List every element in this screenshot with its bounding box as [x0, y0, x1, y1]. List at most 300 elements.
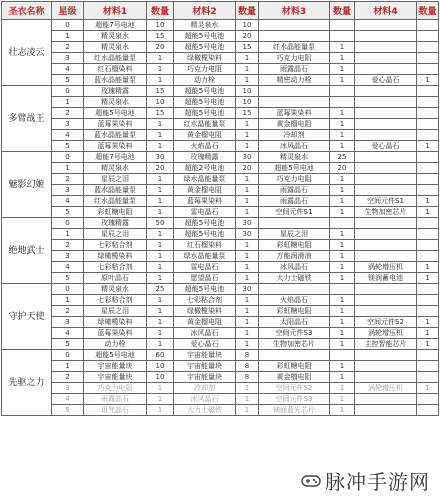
material-quantity: 10: [236, 97, 259, 108]
material-quantity: 1: [236, 240, 259, 251]
material-quantity: 1: [417, 196, 439, 207]
table-row: [2, 372, 439, 383]
material-name: 星辰之泪: [259, 229, 330, 240]
material-name: 愿望晶石: [174, 273, 236, 284]
material-quantity: 1: [330, 174, 355, 185]
material-name: 蓝水晶能量泵: [84, 75, 147, 86]
watermark: [297, 465, 434, 496]
material-quantity: 15: [236, 108, 259, 119]
material-name: 雷电晶石: [174, 207, 236, 218]
material-name: 玫瑰精露: [84, 218, 147, 229]
material-quantity: 1: [236, 339, 259, 350]
material-name: 红水晶能量泵: [84, 196, 147, 207]
material-name: 空间元件S1: [355, 196, 417, 207]
material-quantity: [417, 64, 439, 75]
material-name: 生物加密芯片: [259, 339, 330, 350]
material-quantity: 60: [147, 350, 174, 361]
material-quantity: 1: [147, 185, 174, 196]
material-quantity: 1: [147, 339, 174, 350]
material-quantity: 1: [147, 394, 174, 405]
material-quantity: 20: [236, 31, 259, 42]
material-name: 冰风晶石: [174, 328, 236, 339]
material-name: 雨露晶石: [259, 64, 330, 75]
material-quantity: 30: [236, 229, 259, 240]
costume-name: 壮志凌云: [2, 20, 52, 86]
material-name: 雨露晶石: [259, 185, 330, 196]
material-quantity: 1: [330, 207, 355, 218]
material-name: [355, 42, 417, 53]
material-name: 超能5号电池: [174, 31, 236, 42]
material-quantity: [417, 42, 439, 53]
material-name: 动力栓: [84, 339, 147, 350]
material-name: 红水晶能量泵: [84, 53, 147, 64]
material-quantity: 1: [330, 262, 355, 273]
material-quantity: [417, 218, 439, 229]
material-quantity: 8: [236, 350, 259, 361]
material-name: [355, 229, 417, 240]
material-name: 主控智能芯片: [355, 339, 417, 350]
material-quantity: 30: [147, 152, 174, 163]
material-name: 超能5号电池: [174, 42, 236, 53]
material-quantity: 1: [236, 306, 259, 317]
material-quantity: 1: [417, 328, 439, 339]
material-name: 超能5号电池: [174, 108, 236, 119]
star-level: 2: [52, 174, 84, 185]
material-name: [355, 240, 417, 251]
material-quantity: 1: [147, 251, 174, 262]
material-quantity: 1: [330, 405, 355, 416]
material-quantity: [417, 229, 439, 240]
material-quantity: 30: [236, 152, 259, 163]
column-header: 星级: [52, 2, 84, 20]
costume-name: 多臂战王: [2, 86, 52, 152]
material-quantity: 1: [236, 262, 259, 273]
material-quantity: [417, 295, 439, 306]
material-quantity: [330, 86, 355, 97]
table-row: [2, 328, 439, 339]
material-name: [355, 64, 417, 75]
table-row: [2, 317, 439, 328]
material-quantity: [417, 405, 439, 416]
star-level: 3: [52, 251, 84, 262]
material-name: 精灵泉水: [84, 42, 147, 53]
material-name: 空间元件S3: [259, 394, 330, 405]
material-name: 火焰晶石: [174, 141, 236, 152]
material-quantity: 1: [147, 295, 174, 306]
table-row: [2, 262, 439, 273]
material-name: 蓝莓果染料: [259, 108, 330, 119]
material-name: [355, 119, 417, 130]
table-row: [2, 240, 439, 251]
material-quantity: 1: [330, 130, 355, 141]
material-name: [259, 97, 330, 108]
material-name: 诅咒晶石: [84, 405, 147, 416]
material-quantity: 1: [236, 53, 259, 64]
table-row: [2, 119, 439, 130]
star-level: 5: [52, 273, 84, 284]
material-quantity: [417, 174, 439, 185]
material-quantity: [417, 163, 439, 174]
material-quantity: [330, 218, 355, 229]
material-name: 巧克力电阻: [84, 383, 147, 394]
material-quantity: 10: [147, 20, 174, 31]
watermark-text: 脉冲手游网: [325, 470, 430, 494]
star-level: 0: [52, 218, 84, 229]
material-name: [355, 405, 417, 416]
material-quantity: [330, 284, 355, 295]
material-quantity: 1: [330, 328, 355, 339]
material-quantity: 1: [147, 196, 174, 207]
costume-name: 绝地武士: [2, 218, 52, 284]
material-quantity: 1: [330, 240, 355, 251]
material-quantity: 1: [236, 251, 259, 262]
material-name: [259, 218, 330, 229]
header-row: [2, 2, 439, 20]
star-level: 5: [52, 339, 84, 350]
star-level: 1: [52, 31, 84, 42]
material-quantity: 30: [236, 284, 259, 295]
material-name: [259, 350, 330, 361]
star-level: 4: [52, 130, 84, 141]
table-row: [2, 405, 439, 416]
table-row: [2, 141, 439, 152]
material-quantity: 1: [147, 405, 174, 416]
material-quantity: 1: [147, 130, 174, 141]
material-quantity: 1: [330, 372, 355, 383]
material-quantity: 1: [147, 53, 174, 64]
material-name: 镁润蓄电池: [355, 273, 417, 284]
material-quantity: 1: [236, 328, 259, 339]
material-name: 彩虹糖电阻: [84, 207, 147, 218]
material-name: 太阳晶石: [259, 317, 330, 328]
material-name: 爱心晶石: [174, 339, 236, 350]
material-name: 雨露晶石: [84, 394, 147, 405]
material-quantity: 50: [147, 218, 174, 229]
material-name: 冷却剂: [259, 130, 330, 141]
star-level: 2: [52, 108, 84, 119]
material-name: 蓝莓果染料: [84, 328, 147, 339]
material-name: 七彩粘合剂: [174, 295, 236, 306]
material-name: [355, 251, 417, 262]
table-row: [2, 306, 439, 317]
material-name: [355, 350, 417, 361]
material-quantity: [417, 86, 439, 97]
material-name: 爱心晶石: [355, 75, 417, 86]
material-name: 超能5号电池: [174, 218, 236, 229]
material-quantity: 1: [236, 394, 259, 405]
table-row: [2, 75, 439, 86]
material-quantity: [330, 97, 355, 108]
material-quantity: 1: [330, 273, 355, 284]
table-row: [2, 394, 439, 405]
material-name: 红水晶能量泵: [174, 119, 236, 130]
material-name: 超能5号电池: [174, 97, 236, 108]
material-name: 超能5号电池: [84, 108, 147, 119]
material-quantity: 1: [236, 185, 259, 196]
material-name: 超能5号电池: [259, 163, 330, 174]
material-quantity: 1: [330, 394, 355, 405]
column-header: 圣衣名称: [2, 2, 52, 20]
material-name: 生物加密芯片: [355, 207, 417, 218]
material-quantity: 25: [330, 152, 355, 163]
material-name: 蓝莓果染料: [84, 141, 147, 152]
star-level: 1: [52, 97, 84, 108]
material-name: 巧克力电阻: [259, 174, 330, 185]
material-quantity: 1: [330, 42, 355, 53]
materials-table: [1, 1, 439, 416]
material-quantity: 1: [330, 75, 355, 86]
table-row: [2, 383, 439, 394]
material-quantity: [417, 284, 439, 295]
material-quantity: 1: [147, 229, 174, 240]
table-body: [2, 20, 439, 416]
material-quantity: 1: [147, 119, 174, 130]
material-name: 宇宙能量块: [174, 361, 236, 372]
column-header: 材料3: [259, 2, 330, 20]
material-quantity: 1: [417, 273, 439, 284]
material-quantity: 1: [147, 174, 174, 185]
material-name: 蓝水晶能量泵: [84, 185, 147, 196]
material-name: 宇宙能量块: [174, 372, 236, 383]
star-level: 5: [52, 207, 84, 218]
material-name: 空间元件S2: [355, 317, 417, 328]
material-name: 七彩粘合剂: [84, 295, 147, 306]
material-quantity: [417, 130, 439, 141]
material-name: 玫瑰精露: [174, 152, 236, 163]
star-level: 3: [52, 317, 84, 328]
material-name: 涡轮增压机: [355, 262, 417, 273]
material-quantity: [417, 53, 439, 64]
material-name: 雨露晶石: [259, 196, 330, 207]
material-quantity: 15: [147, 31, 174, 42]
material-name: [355, 31, 417, 42]
material-quantity: [417, 372, 439, 383]
material-name: 蓝水晶能量泵: [84, 130, 147, 141]
column-header: 材料4: [355, 2, 417, 20]
table-row: [2, 229, 439, 240]
material-name: 冰风晶石: [259, 262, 330, 273]
material-name: 彩虹糖电阻: [259, 240, 330, 251]
material-name: 蓝莓果染料: [174, 196, 236, 207]
material-quantity: 1: [417, 262, 439, 273]
material-name: 绿橄榄染料: [174, 53, 236, 64]
material-name: 动力栓: [174, 75, 236, 86]
star-level: 3: [52, 53, 84, 64]
material-quantity: 1: [236, 317, 259, 328]
star-level: 1: [52, 295, 84, 306]
material-quantity: 10: [147, 361, 174, 372]
star-level: 1: [52, 163, 84, 174]
material-quantity: 1: [236, 174, 259, 185]
material-quantity: 1: [236, 64, 259, 75]
material-name: 火焰晶石: [259, 295, 330, 306]
table-row: [2, 163, 439, 174]
table-row: [2, 130, 439, 141]
material-quantity: 1: [330, 229, 355, 240]
material-name: 冰风晶石: [174, 394, 236, 405]
star-level: 2: [52, 372, 84, 383]
material-quantity: 1: [236, 295, 259, 306]
star-level: 0: [52, 350, 84, 361]
star-level: 5: [52, 75, 84, 86]
material-name: 超能5号电池: [174, 284, 236, 295]
material-name: [355, 394, 417, 405]
material-quantity: 1: [330, 185, 355, 196]
material-name: 精灵泉水: [174, 20, 236, 31]
material-quantity: 1: [330, 295, 355, 306]
material-name: 超能5号电池: [174, 86, 236, 97]
material-quantity: 1: [236, 141, 259, 152]
table-row: [2, 339, 439, 350]
material-name: 超能2号电池: [174, 163, 236, 174]
material-quantity: [417, 152, 439, 163]
material-name: 宇宙能量块: [84, 372, 147, 383]
material-name: 黄金榴电阻: [259, 372, 330, 383]
material-name: [355, 152, 417, 163]
material-quantity: 1: [417, 383, 439, 394]
material-quantity: 1: [417, 207, 439, 218]
column-header: 材料2: [174, 2, 236, 20]
material-name: [355, 361, 417, 372]
material-quantity: [417, 185, 439, 196]
material-quantity: 10: [236, 20, 259, 31]
costume-name: 魅影幻姬: [2, 152, 52, 218]
table-row: [2, 251, 439, 262]
table-row: [2, 185, 439, 196]
material-quantity: [330, 31, 355, 42]
material-quantity: 10: [147, 372, 174, 383]
material-name: 绿橄榄染料: [84, 317, 147, 328]
table-row: [2, 207, 439, 218]
material-name: [355, 53, 417, 64]
material-quantity: 1: [147, 317, 174, 328]
material-name: [355, 174, 417, 185]
material-quantity: 30: [236, 218, 259, 229]
material-name: 红水晶能量泵: [259, 42, 330, 53]
material-name: 空间元件S2: [259, 383, 330, 394]
material-name: 红石榴染料: [84, 64, 147, 75]
material-name: 精灵泉水: [84, 97, 147, 108]
table-row: [2, 361, 439, 372]
table-row: [2, 108, 439, 119]
costume-name: 先驱之力: [2, 350, 52, 416]
material-quantity: [330, 350, 355, 361]
table-row: [2, 350, 439, 361]
material-quantity: 1: [147, 75, 174, 86]
material-name: 精灵泉水: [84, 163, 147, 174]
material-name: 原叶晶石: [84, 273, 147, 284]
material-quantity: 1: [147, 262, 174, 273]
material-quantity: 1: [417, 75, 439, 86]
material-quantity: 10: [147, 97, 174, 108]
material-name: 超能5号电池: [174, 229, 236, 240]
material-quantity: 20: [330, 163, 355, 174]
material-name: [355, 372, 417, 383]
material-name: 巧克力电阻: [259, 53, 330, 64]
table-row: [2, 152, 439, 163]
material-name: 黄金榴电阻: [259, 119, 330, 130]
costume-name: 守护天使: [2, 284, 52, 350]
table-row: [2, 31, 439, 42]
column-header: 材料1: [84, 2, 147, 20]
material-quantity: [417, 108, 439, 119]
material-name: 黄金榴电阻: [174, 130, 236, 141]
material-name: 超能7号电池: [84, 20, 147, 31]
table-row: [2, 295, 439, 306]
material-name: [355, 86, 417, 97]
material-quantity: 15: [147, 86, 174, 97]
material-quantity: 1: [236, 273, 259, 284]
star-level: 0: [52, 284, 84, 295]
material-quantity: 1: [147, 240, 174, 251]
material-name: 万能润滑油: [259, 251, 330, 262]
material-quantity: 1: [330, 64, 355, 75]
material-name: 精密动力栓: [259, 75, 330, 86]
material-quantity: [417, 306, 439, 317]
material-name: [355, 185, 417, 196]
material-quantity: 1: [147, 207, 174, 218]
star-level: 3: [52, 119, 84, 130]
material-quantity: [417, 119, 439, 130]
material-quantity: 1: [147, 328, 174, 339]
material-quantity: 20: [236, 163, 259, 174]
material-quantity: 8: [236, 372, 259, 383]
material-quantity: 20: [147, 163, 174, 174]
star-level: 4: [52, 196, 84, 207]
material-quantity: [417, 251, 439, 262]
material-name: 精灵泉水: [84, 31, 147, 42]
material-quantity: 1: [330, 306, 355, 317]
material-quantity: 15: [236, 42, 259, 53]
material-name: 大力士磁铁: [259, 273, 330, 284]
table-row: [2, 20, 439, 31]
material-quantity: 25: [147, 284, 174, 295]
material-quantity: [417, 97, 439, 108]
star-level: 4: [52, 64, 84, 75]
column-header: 数量: [417, 2, 439, 20]
material-name: 涡轮增压机: [355, 383, 417, 394]
material-name: [355, 306, 417, 317]
material-name: [259, 86, 330, 97]
material-name: 绿水晶能量泵: [174, 251, 236, 262]
material-name: [355, 163, 417, 174]
material-quantity: 1: [330, 53, 355, 64]
material-name: [355, 295, 417, 306]
material-quantity: 10: [236, 86, 259, 97]
material-quantity: [417, 20, 439, 31]
material-name: 黄金榴电阻: [174, 185, 236, 196]
material-name: 爱心晶石: [355, 141, 417, 152]
material-quantity: [417, 240, 439, 251]
star-level: 1: [52, 229, 84, 240]
table-row: [2, 42, 439, 53]
material-quantity: 1: [330, 361, 355, 372]
material-quantity: [417, 394, 439, 405]
material-name: 七彩粘合剂: [84, 240, 147, 251]
game-controller-logo-icon: [301, 471, 321, 491]
material-quantity: 1: [330, 108, 355, 119]
star-level: 0: [52, 20, 84, 31]
star-level: 4: [52, 328, 84, 339]
material-name: 大力士磁铁: [174, 405, 236, 416]
material-quantity: 1: [330, 317, 355, 328]
material-name: 精灵泉水: [84, 284, 147, 295]
column-header: 数量: [330, 2, 355, 20]
material-name: [355, 284, 417, 295]
material-name: 红石榴染料: [174, 240, 236, 251]
material-name: 星辰之泪: [84, 174, 147, 185]
material-quantity: 8: [236, 361, 259, 372]
